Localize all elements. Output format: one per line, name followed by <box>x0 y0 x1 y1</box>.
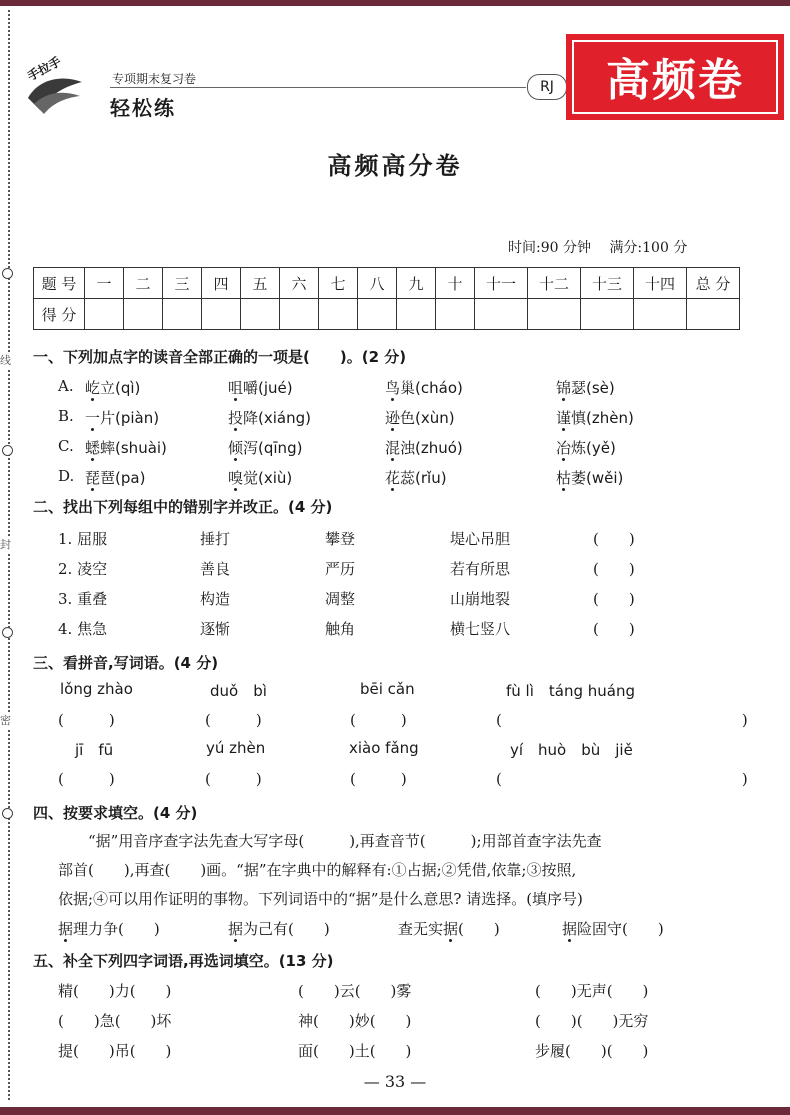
dotted-char: 鸟 <box>385 379 401 397</box>
q2-word: 横七竖八 <box>450 620 511 638</box>
score-header-label: 题 号 <box>34 268 85 299</box>
q4-text-line: “据”用音序查字法先查大写字母( ),再查音节( );用部首查字法先查 <box>88 832 602 850</box>
q4-title: 四、按要求填空。(4 分) <box>33 804 198 822</box>
q5-idiom-blank[interactable]: 神( )妙( ) <box>298 1012 412 1030</box>
pinyin-text: 巢(cháo) <box>400 379 463 397</box>
score-input-cell[interactable] <box>436 299 475 330</box>
q2-word: 3. 重叠 <box>58 590 108 608</box>
q1-word <box>85 377 140 398</box>
edition-badge: RJ <box>527 74 567 100</box>
binding-hole <box>2 808 13 819</box>
score-header-cell: 七 <box>319 268 358 299</box>
q4-word-item[interactable] <box>398 918 500 939</box>
high-frequency-badge <box>566 34 784 120</box>
page-title: 高频高分卷 <box>327 151 463 180</box>
dotted-char: 一 <box>85 409 101 427</box>
dotted-char: 据 <box>58 920 74 938</box>
dotted-char: 琵 <box>85 469 101 487</box>
binding-hole <box>2 268 13 279</box>
q5-idiom-blank[interactable]: 精( )力( ) <box>58 982 172 1000</box>
score-header-cell: 总 分 <box>687 268 740 299</box>
pinyin-text: 泻(qīng) <box>243 439 303 457</box>
dotted-char: 枯 <box>556 469 572 487</box>
series-name: 专项期末复习卷 <box>112 72 197 86</box>
q2-word: 严历 <box>325 560 356 578</box>
q3-answer-blank[interactable]: ( ) <box>205 770 262 788</box>
q2-word: 攀登 <box>325 530 356 548</box>
q4-text-line: 依据;④可以用作证明的事物。下列词语中的“据”是什么意思? 请选择。(填序号) <box>58 890 583 908</box>
q4-word-item[interactable] <box>562 918 664 939</box>
q1-word <box>228 377 293 398</box>
q5-idiom-blank[interactable]: ( )急( )坏 <box>58 1012 172 1030</box>
dotted-char: 花 <box>385 469 401 487</box>
word-text: 查无实 <box>398 920 444 938</box>
q3-pinyin: bēi cǎn <box>360 680 415 698</box>
pinyin-text: 嚼(jué) <box>243 379 293 397</box>
q1-option-label[interactable]: C. <box>58 437 74 455</box>
q2-word: 善良 <box>200 560 231 578</box>
score-input-cell[interactable] <box>581 299 634 330</box>
pinyin-text: 瑟(sè) <box>571 379 615 397</box>
word-text: 理力争( ) <box>73 920 160 938</box>
q1-word <box>385 437 463 458</box>
score-input-cell[interactable] <box>163 299 202 330</box>
q1-word <box>228 407 311 428</box>
q2-word: 触角 <box>325 620 356 638</box>
q3-answer-blank[interactable]: ( ) <box>58 711 115 729</box>
q2-answer-blank[interactable]: ( ) <box>593 590 635 608</box>
dotted-char: 据 <box>443 920 459 938</box>
q3-answer-blank[interactable]: ( ) <box>496 711 748 729</box>
bottom-border <box>0 1107 790 1115</box>
pinyin-text: 蟀(shuài) <box>100 439 167 457</box>
dotted-char: 逊 <box>385 409 401 427</box>
score-header-cell: 三 <box>163 268 202 299</box>
q5-idiom-blank[interactable]: ( )云( )雾 <box>298 982 412 1000</box>
q2-answer-blank[interactable]: ( ) <box>593 620 635 638</box>
dotted-char: 咀 <box>228 379 244 397</box>
q2-answer-blank[interactable]: ( ) <box>593 560 635 578</box>
q1-word <box>228 467 292 488</box>
score-header-cell: 十四 <box>634 268 687 299</box>
side-label-seal: 封 <box>0 538 11 551</box>
q3-answer-blank[interactable]: ( ) <box>350 711 407 729</box>
q5-idiom-blank[interactable]: 提( )吊( ) <box>58 1042 172 1060</box>
brand-name: 轻松练 <box>110 96 176 120</box>
dotted-char: 蟋 <box>85 439 101 457</box>
q2-word: 若有所思 <box>450 560 511 578</box>
q3-answer-blank[interactable]: ( ) <box>58 770 115 788</box>
score-input-cell[interactable] <box>358 299 397 330</box>
dotted-char: 混 <box>385 439 401 457</box>
q3-pinyin: jī fū <box>75 741 114 759</box>
q3-pinyin: lǒng zhào <box>60 680 133 698</box>
q1-word <box>385 377 463 398</box>
pinyin-text: 蕊(rǐu) <box>400 469 447 487</box>
q2-word: 堤心吊胆 <box>450 530 511 548</box>
score-header-cell: 八 <box>358 268 397 299</box>
side-label-secret: 密 <box>0 714 11 727</box>
q2-word: 逐惭 <box>200 620 231 638</box>
q1-word <box>556 437 616 458</box>
q3-answer-blank[interactable]: ( ) <box>496 770 748 788</box>
score-header-cell: 五 <box>241 268 280 299</box>
word-text: 为己有( ) <box>243 920 330 938</box>
q5-idiom-blank[interactable]: ( )无声( ) <box>535 982 649 1000</box>
pinyin-text: 萎(wěi) <box>571 469 624 487</box>
pinyin-text: 浊(zhuó) <box>400 439 463 457</box>
q1-word <box>85 407 159 428</box>
exam-meta <box>508 237 687 257</box>
score-header-cell: 十一 <box>475 268 528 299</box>
score-input-cell[interactable] <box>85 299 124 330</box>
q2-answer-blank[interactable]: ( ) <box>593 530 635 548</box>
score-input-cell[interactable] <box>528 299 581 330</box>
word-text: 险固守( ) <box>577 920 664 938</box>
score-header-cell: 一 <box>85 268 124 299</box>
q2-word: 山崩地裂 <box>450 590 511 608</box>
dotted-char: 倾 <box>228 439 244 457</box>
q1-word <box>228 437 302 458</box>
pinyin-text: 立(qì) <box>100 379 141 397</box>
q5-idiom-blank[interactable]: 步履( )( ) <box>535 1042 649 1060</box>
side-label-line: 线 <box>0 354 11 367</box>
q3-pinyin: fù lì táng huáng <box>506 682 635 700</box>
q2-word: 2. 凌空 <box>58 560 108 578</box>
score-header-cell: 十 <box>436 268 475 299</box>
score-header-cell: 四 <box>202 268 241 299</box>
score-input-cell[interactable] <box>687 299 740 330</box>
dotted-char: 据 <box>562 920 578 938</box>
q5-idiom-blank[interactable]: 面( )土( ) <box>298 1042 412 1060</box>
exam-time: 时间:90 分钟 <box>508 240 591 256</box>
q3-pinyin: duǒ bì <box>210 682 267 700</box>
q3-answer-blank[interactable]: ( ) <box>350 770 407 788</box>
dotted-char: 据 <box>228 920 244 938</box>
q2-title: 二、找出下列每组中的错别字并改正。(4 分) <box>33 498 333 516</box>
header-rule <box>110 87 526 88</box>
pinyin-text: 降(xiáng) <box>243 409 311 427</box>
pinyin-text: 色(xùn) <box>400 409 455 427</box>
q3-pinyin: xiào fǎng <box>349 739 419 757</box>
q1-option-label[interactable]: D. <box>58 467 75 485</box>
score-table <box>33 267 740 330</box>
binding-hole <box>2 627 13 638</box>
q3-pinyin: yú zhèn <box>206 739 266 757</box>
pinyin-text: 琶(pa) <box>100 469 146 487</box>
full-score: 满分:100 分 <box>609 240 688 256</box>
score-input-cell[interactable] <box>634 299 687 330</box>
pinyin-text: 炼(yě) <box>571 439 616 457</box>
score-input-cell[interactable] <box>475 299 528 330</box>
q1-word <box>556 467 623 488</box>
score-input-cell[interactable] <box>202 299 241 330</box>
q2-word: 捶打 <box>200 530 231 548</box>
q1-word <box>385 467 447 488</box>
dotted-char: 冶 <box>556 439 572 457</box>
q1-word <box>85 467 145 488</box>
q2-word: 凋整 <box>325 590 356 608</box>
q4-word-item[interactable] <box>58 918 160 939</box>
q1-option-label[interactable]: B. <box>58 407 74 425</box>
answer-blank: ( ) <box>458 920 500 938</box>
q5-title: 五、补全下列四字词语,再选词填空。(13 分) <box>33 952 334 970</box>
page-number: — 33 — <box>363 1072 427 1091</box>
score-header-cell: 九 <box>397 268 436 299</box>
q3-title: 三、看拼音,写词语。(4 分) <box>33 654 219 672</box>
q1-word <box>385 407 455 428</box>
q2-word: 4. 焦急 <box>58 620 108 638</box>
score-input-cell[interactable] <box>280 299 319 330</box>
score-input-cell[interactable] <box>397 299 436 330</box>
dotted-char: 谨 <box>556 409 572 427</box>
score-header-cell: 十二 <box>528 268 581 299</box>
score-input-cell[interactable] <box>241 299 280 330</box>
badge-text: 高频卷 <box>606 55 744 106</box>
q5-idiom-blank[interactable]: ( )( )无穷 <box>535 1012 649 1030</box>
q1-word <box>85 437 167 458</box>
q2-word: 构造 <box>200 590 231 608</box>
score-input-cell[interactable] <box>319 299 358 330</box>
q1-word <box>556 377 615 398</box>
top-border <box>0 0 790 6</box>
pinyin-text: 片(piàn) <box>100 409 160 427</box>
q1-title: 一、下列加点字的读音全部正确的一项是( )。(2 分) <box>33 348 407 366</box>
brand-top: 手拉手 <box>25 54 64 84</box>
q3-answer-blank[interactable]: ( ) <box>205 711 262 729</box>
q4-word-item[interactable] <box>228 918 330 939</box>
binding-hole <box>2 445 13 456</box>
score-header-cell: 六 <box>280 268 319 299</box>
q3-pinyin: yí huò bù jiě <box>510 741 633 759</box>
score-header-cell: 十三 <box>581 268 634 299</box>
score-header-cell: 二 <box>124 268 163 299</box>
pinyin-text: 觉(xiù) <box>243 469 293 487</box>
score-input-cell[interactable] <box>124 299 163 330</box>
q1-option-label[interactable]: A. <box>58 377 74 395</box>
dotted-char: 嗅 <box>228 469 244 487</box>
dotted-char: 投 <box>228 409 244 427</box>
score-row-label: 得 分 <box>34 299 85 330</box>
q2-word: 1. 屈服 <box>58 530 108 548</box>
dotted-char: 锦 <box>556 379 572 397</box>
dotted-char: 屹 <box>85 379 101 397</box>
q1-word <box>556 407 634 428</box>
q4-text-line: 部首( ),再查( )画。“据”在字典中的解释有:①占据;②凭借,依靠;③按照, <box>58 861 577 879</box>
pinyin-text: 慎(zhèn) <box>571 409 634 427</box>
